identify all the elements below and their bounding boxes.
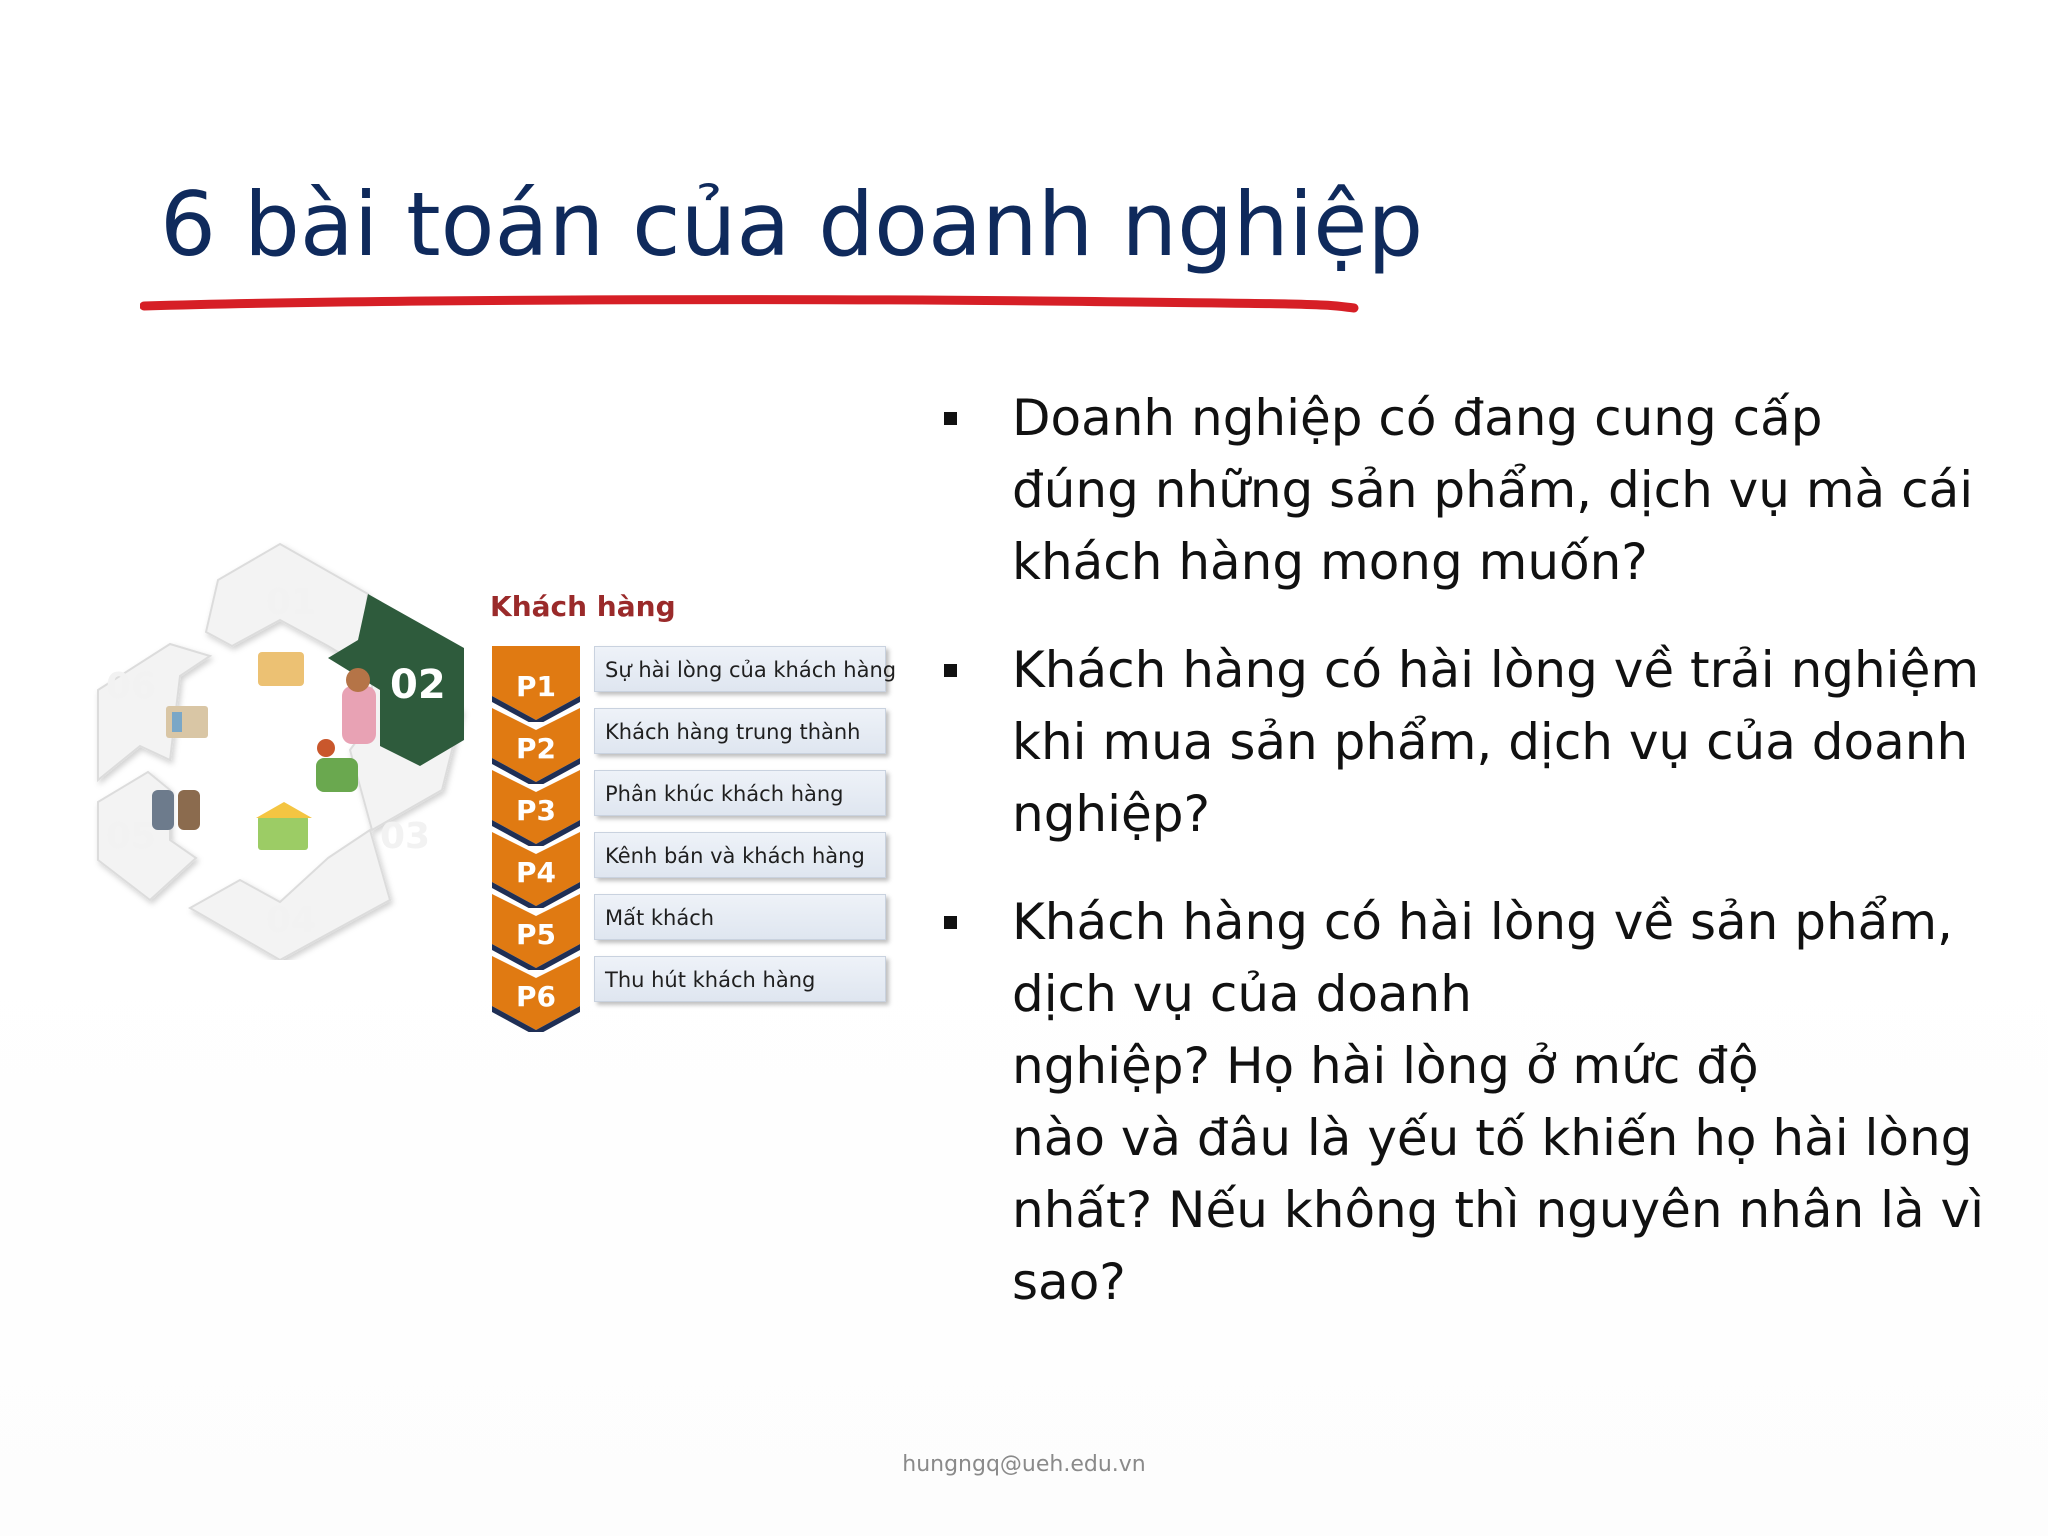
bullet-line: khi mua sản phẩm, dịch vụ của doanh	[1012, 713, 1969, 771]
cycle-number-02: 02	[390, 662, 446, 708]
slide-title: 6 bài toán của doanh nghiệp	[160, 173, 1424, 276]
problem-item-p6	[490, 954, 910, 1016]
bullet-line: sao?	[1012, 1253, 1126, 1311]
square-bullet-icon	[944, 916, 957, 929]
problem-item-p2	[490, 706, 910, 768]
problem-label: P5	[516, 918, 557, 951]
problem-label: P2	[516, 732, 557, 765]
bullet-line: nghiệp? Họ hài lòng ở mức độ	[1012, 1037, 1759, 1095]
problem-text: Khách hàng trung thành	[594, 708, 886, 754]
bullet-line: khách hàng mong muốn?	[1012, 533, 1648, 591]
bullet-item-1	[940, 382, 2000, 598]
problem-text: Phân khúc khách hàng	[594, 770, 886, 816]
bullet-line: Khách hàng có hài lòng về trải nghiệm	[1012, 641, 1980, 699]
problem-item-p1	[490, 644, 910, 706]
problem-label: P6	[516, 980, 557, 1013]
bullet-item-3	[940, 886, 2000, 1318]
customer-illustrations	[152, 652, 376, 850]
bullet-line: Khách hàng có hài lòng về sản phẩm,	[1012, 893, 1953, 951]
problem-label: P4	[516, 856, 557, 889]
bullet-line: dịch vụ của doanh	[1012, 965, 1472, 1023]
bullet-line: Doanh nghiệp có đang cung cấp	[1012, 389, 1823, 447]
square-bullet-icon	[944, 664, 957, 677]
cycle-number-03: 03	[380, 816, 431, 857]
footer-email: hungngq@ueh.edu.vn	[902, 1452, 1146, 1477]
problem-text: Mất khách	[594, 894, 886, 940]
cycle-number-06: 06	[106, 666, 157, 707]
problem-text: Thu hút khách hàng	[594, 956, 886, 1002]
title-underline	[140, 292, 1360, 320]
bullet-line: nghiệp?	[1012, 785, 1211, 843]
cycle-number-05: 05	[106, 816, 157, 857]
problem-text: Sự hài lòng của khách hàng	[594, 646, 886, 692]
cycle-number-04: 04	[266, 900, 317, 941]
customer-problems-diagram	[90, 540, 910, 1060]
problem-text: Kênh bán và khách hàng	[594, 832, 886, 878]
problem-item-p5	[490, 892, 910, 954]
bullet-line: nào và đâu là yếu tố khiến họ hài lòng	[1012, 1109, 1973, 1167]
bullet-item-2	[940, 634, 2000, 850]
cycle-hexagon	[90, 540, 490, 960]
problem-label: P1	[516, 670, 557, 703]
square-bullet-icon	[944, 412, 957, 425]
problem-item-p3	[490, 768, 910, 830]
bullet-line: đúng những sản phẩm, dịch vụ mà cái	[1012, 461, 1974, 519]
problem-item-p4	[490, 830, 910, 892]
cycle-number-01: 01	[266, 582, 317, 623]
bullet-list	[940, 382, 2000, 1354]
section-heading: Khách hàng	[490, 590, 676, 623]
bullet-line: nhất? Nếu không thì nguyên nhân là vì	[1012, 1181, 1984, 1239]
problem-label: P3	[516, 794, 557, 827]
problem-list	[490, 644, 910, 1016]
